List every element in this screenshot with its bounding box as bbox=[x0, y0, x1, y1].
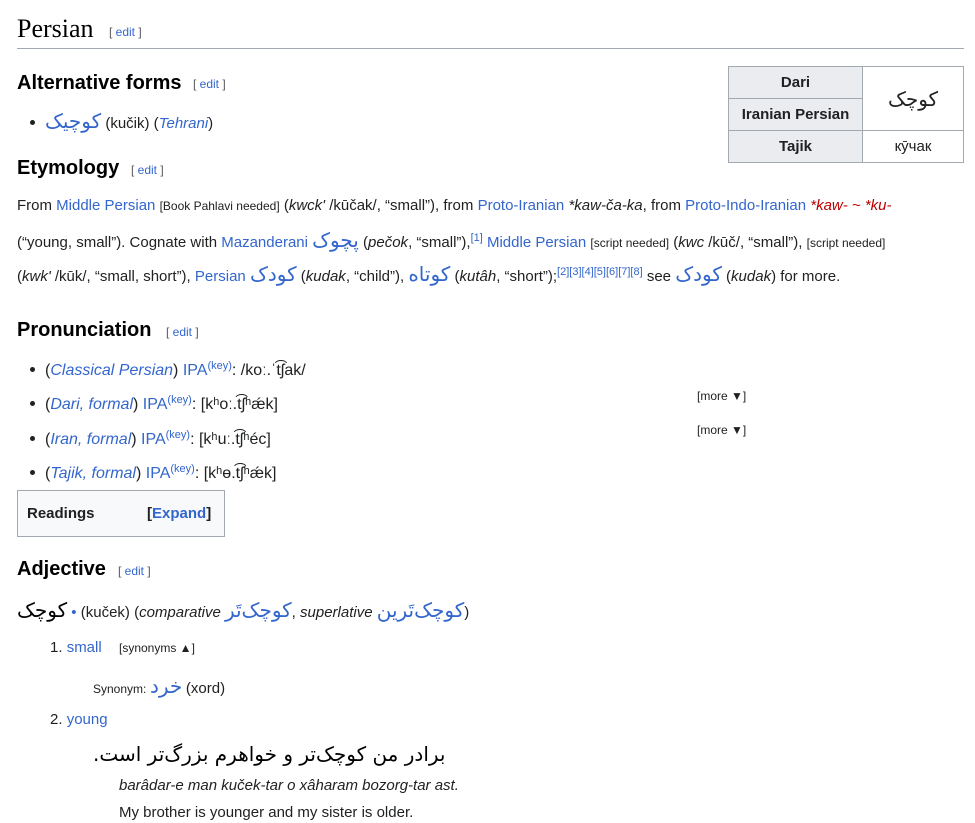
ipa-link[interactable]: IPA bbox=[182, 362, 208, 379]
tajik-header: Tajik bbox=[729, 131, 863, 163]
middle-persian-link[interactable]: Middle Persian bbox=[56, 197, 156, 214]
kodak-see-link[interactable]: کودک bbox=[675, 262, 722, 286]
heading-divider bbox=[17, 48, 964, 49]
kotah-link[interactable]: کوتاه bbox=[408, 262, 451, 286]
persian-link[interactable]: Persian bbox=[194, 268, 246, 285]
sense-1: 1. small bbox=[50, 639, 102, 656]
tajik-value: кӯчак bbox=[863, 131, 964, 163]
young-link[interactable]: young bbox=[66, 711, 108, 728]
middle-persian-link-2[interactable]: Middle Persian bbox=[486, 234, 587, 251]
mazanderani-word-link[interactable]: پچوک bbox=[312, 228, 359, 252]
readings-box bbox=[17, 490, 225, 537]
etymology-line-1: From Middle Persian [Book Pahlavi needed] (kwck' /kūčak/, “small”), from Proto-Iranian *kaw-ča-ka, from Proto-Indo-Iranian *kaw- ~ *ku- bbox=[17, 197, 892, 214]
alt-forms-heading: Alternative forms bbox=[17, 72, 182, 94]
comparative-link[interactable]: کوچک‌تَر bbox=[224, 598, 292, 622]
classical-persian-link[interactable]: Classical Persian bbox=[50, 362, 174, 379]
example-transliteration: barâdar-e man kuček-tar o xâharam bozorg-tar ast. bbox=[119, 777, 459, 794]
ipa-key-link[interactable]: (key) bbox=[167, 394, 192, 406]
iranian-header: Iranian Persian bbox=[729, 99, 863, 131]
ipa-key-link[interactable]: (key) bbox=[170, 463, 195, 475]
proto-iranian-link[interactable]: Proto-Iranian bbox=[477, 197, 565, 214]
pronunciation-item: (Iran, formal) $IPA^{(key)}$: [kʰuː.t͡ʃʰéc] bbox=[30, 425, 271, 450]
superlative-link[interactable]: کوچک‌تَرین bbox=[376, 598, 465, 622]
alt-forms-item: کوچیک (kučik) (Tehrani) bbox=[30, 111, 213, 134]
small-link[interactable]: small bbox=[66, 639, 102, 656]
tajik-formal-link[interactable]: Tajik, formal bbox=[50, 465, 136, 482]
ipa-link[interactable]: IPA bbox=[141, 431, 166, 448]
more-toggle-iran[interactable]: [more ▼] bbox=[697, 423, 747, 437]
example-persian: برادر من کوچک‌تر و خواهرم بزرگ‌تر است. bbox=[93, 742, 446, 766]
bullet-icon bbox=[30, 367, 35, 372]
sense-2: 2. young bbox=[50, 711, 108, 728]
bullet-icon bbox=[30, 120, 35, 125]
dari-formal-link[interactable]: Dari, formal bbox=[50, 396, 134, 413]
adjective-heading: Adjective bbox=[17, 558, 106, 580]
edit-section-persian[interactable]: [ edit ] bbox=[109, 25, 142, 39]
dari-header: Dari bbox=[729, 67, 863, 99]
bullet-icon bbox=[30, 401, 35, 406]
persian-value: کوچک bbox=[863, 67, 964, 131]
etymology-line-3: (kwk' /kūk/, “small, short”), Persian کودک (kudak, “child”), کوتاه (kutâh, “short”);[2][3][4][5][6][7][8] see کودک (kudak) for more. bbox=[17, 262, 841, 286]
bullet-icon bbox=[30, 436, 35, 441]
etymology-heading: Etymology bbox=[17, 157, 120, 179]
kodak-link[interactable]: کودک bbox=[249, 262, 297, 286]
dialect-table bbox=[728, 66, 964, 163]
edit-section-pronunciation[interactable]: [ edit ] bbox=[166, 325, 199, 339]
headword: کوچک bbox=[17, 598, 68, 622]
references-2-8[interactable]: [2][3][4][5][6][7][8] bbox=[557, 266, 643, 278]
pronunciation-heading: Pronunciation bbox=[17, 319, 152, 341]
synonyms-toggle[interactable]: [synonyms ▲] bbox=[119, 641, 195, 655]
reference-1[interactable]: [1] bbox=[470, 232, 483, 244]
etymology-line-2: (“young, small”). Cognate with Mazanderani پچوک (pečok, “small”),[1] Middle Persian [script needed] (kwc /kūč/, “small”), [script needed] bbox=[17, 228, 886, 252]
iran-formal-link[interactable]: Iran, formal bbox=[50, 431, 132, 448]
ipa-key-link[interactable]: (key) bbox=[165, 429, 191, 441]
ipa-link[interactable]: IPA bbox=[142, 396, 168, 413]
alt-form-link[interactable]: کوچیک bbox=[45, 109, 102, 133]
pronunciation-item: (Dari, formal) $IPA^{(key)}$: [kʰoː.t͡ʃʰǽk] bbox=[30, 390, 278, 415]
mazanderani-link[interactable]: Mazanderani bbox=[221, 234, 308, 251]
bullet-icon bbox=[30, 470, 35, 475]
proto-indo-iranian-link[interactable]: Proto-Indo-Iranian bbox=[685, 197, 807, 214]
edit-section-adjective[interactable]: [ edit ] bbox=[118, 564, 151, 578]
more-toggle-dari[interactable]: [more ▼] bbox=[697, 389, 747, 403]
example-translation: My brother is younger and my sister is older. bbox=[119, 804, 414, 821]
page-title: Persian bbox=[17, 14, 94, 43]
readings-label: Readings bbox=[27, 505, 95, 522]
headword-line: کوچک • (kuček) (comparative کوچک‌تَر, superlative کوچک‌تَرین) bbox=[17, 598, 470, 622]
pie-form-link[interactable]: *kaw- ~ *ku- bbox=[810, 197, 892, 214]
synonym-line: Synonym: خرد (xord) bbox=[93, 674, 226, 698]
ipa-key-link[interactable]: (key) bbox=[207, 360, 232, 372]
readings-expand-button[interactable]: [Expand] bbox=[147, 505, 212, 522]
pronunciation-item: (Classical Persian) $IPA^{(key)}$: /koː.ˈt͡ʃak/ bbox=[30, 356, 306, 381]
synonym-link[interactable]: خرد bbox=[149, 674, 183, 698]
tehrani-link[interactable]: Tehrani bbox=[158, 115, 209, 132]
edit-section-etymology[interactable]: [ edit ] bbox=[131, 163, 164, 177]
ipa-link[interactable]: IPA bbox=[145, 465, 171, 482]
edit-section-alt-forms[interactable]: [ edit ] bbox=[193, 77, 226, 91]
pronunciation-item: (Tajik, formal) $IPA^{(key)}$: [kʰɵ.t͡ʃʰǽk] bbox=[30, 459, 276, 484]
